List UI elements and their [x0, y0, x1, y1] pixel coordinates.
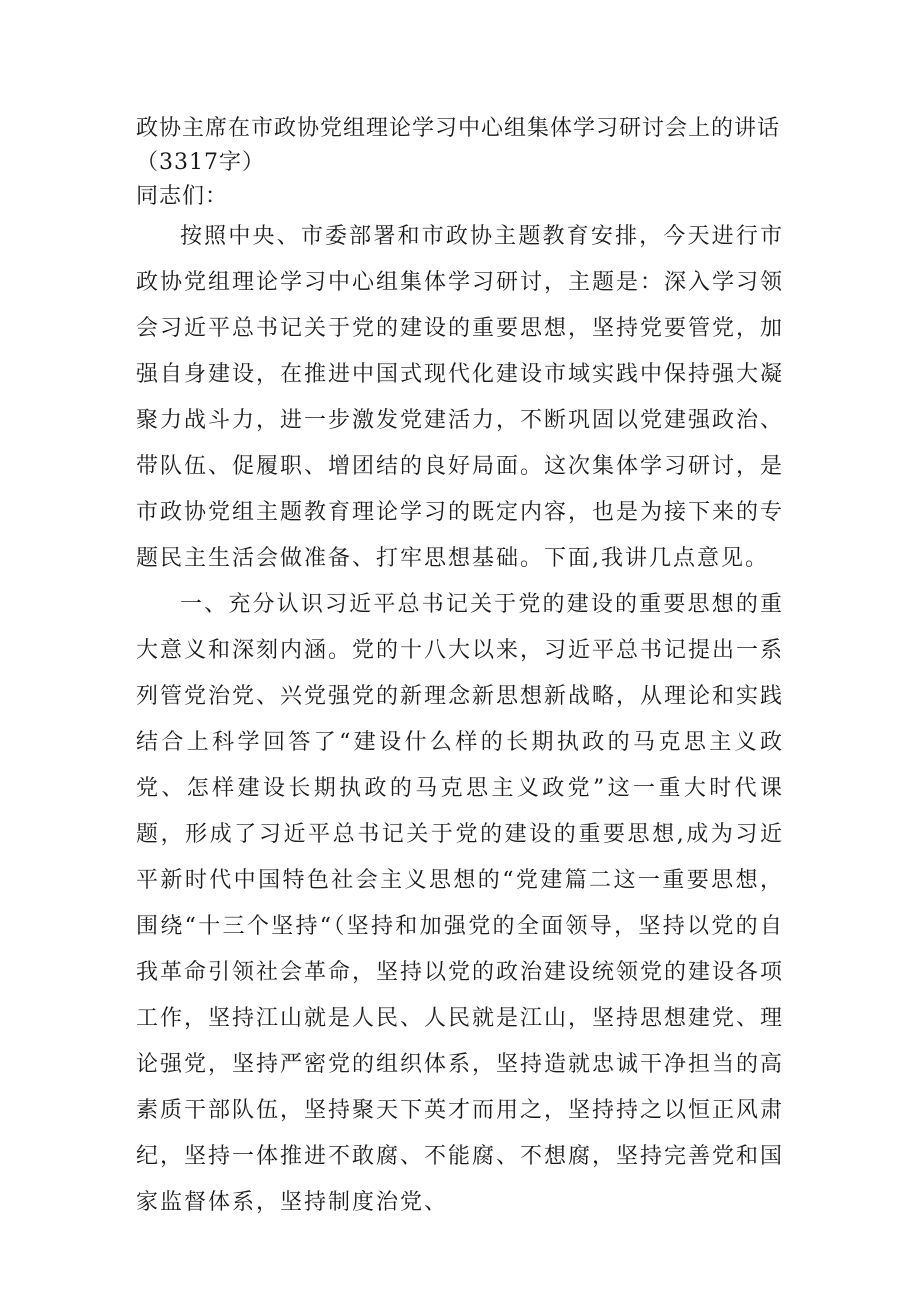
- greeting: 同志们：: [136, 184, 229, 209]
- document-title: 政协主席在市政协党组理论学习中心组集体学习研讨会上的讲话（3317字）: [136, 116, 781, 175]
- document-body: [136, 112, 784, 1226]
- paragraph-section-one: 一、充分认识习近平总书记关于党的建设的重要思想的重大意义和深刻内涵。党的十八大以来，习近平总书记提出一系列管党治党、兴党强党的新理念新思想新战略，从理论和实践结合上科学回答了“建设什么样的长期执政的马克思主义政党、怎样建设长期执政的马克思主义政党”这一重大时代课题，形成了习近平总书记关于党的建设的重要思想,成为习近平新时代中国特色社会主义思想的“党建篇二这一重要思想，围绕“十三个坚持“（坚持和加强党的全面领导，坚持以党的自我革命引领社会革命，坚持以党的政治建设统领党的建设各项工作，坚持江山就是人民、人民就是江山，坚持思想建党、理论强党，坚持严密党的组织体系，坚持造就忠诚干净担当的高素质干部队伍，坚持聚天下英才而用之，坚持持之以恒正风肃纪，坚持一体推进不敢腐、不能腐、不想腐，坚持完善党和国家监督体系，坚持制度治党、: [136, 592, 785, 1215]
- paragraph-intro: 按照中央、市委部署和市政协主题教育安排，今天进行市政协党组理论学习中心组集体学习研讨，主题是：深入学习领会习近平总书记关于党的建设的重要思想，坚持党要管党，加强自身建设，在推进中国式现代化建设市域实践中保持强大凝聚力战斗力，进一步激发党建活力，不断巩固以党建强政治、带队伍、促履职、增团结的良好局面。这次集体学习研讨，是市政协党组主题教育理论学习的既定内容，也是为接下来的专题民主生活会做准备、打牢思想基础。下面,我讲几点意见。: [136, 224, 785, 571]
